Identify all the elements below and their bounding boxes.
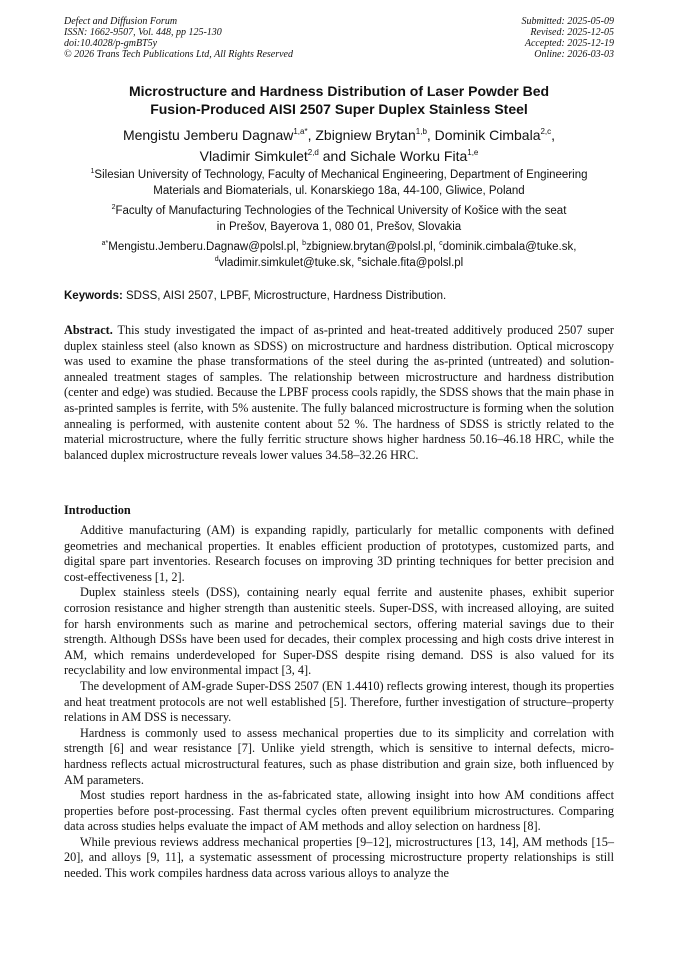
- author-name: Zbigniew Brytan: [315, 127, 416, 143]
- email-mark: b: [302, 240, 306, 247]
- author-name: Dominik Cimbala: [434, 127, 541, 143]
- author-name: Sichale Worku Fita: [350, 148, 468, 164]
- author-separator: and: [318, 148, 351, 164]
- abstract: [64, 323, 614, 463]
- email-mark: a*: [101, 240, 109, 247]
- submitted-date: Submitted: 2025-05-09: [521, 16, 614, 27]
- email-link[interactable]: Mengistu.Jemberu.Dagnaw@polsl.pl,: [108, 241, 303, 253]
- email-link[interactable]: sichale.fita@polsl.pl: [361, 257, 464, 269]
- email-link[interactable]: vladimir.simkulet@tuke.sk,: [218, 257, 358, 269]
- author-separator: ,: [551, 127, 556, 143]
- issn-line: ISSN: 1662-9507, Vol. 448, pp 125-130: [64, 27, 222, 38]
- copyright-line: © 2026 Trans Tech Publications Ltd, All Rights Reserved: [64, 49, 293, 60]
- paragraph: Additive manufacturing (AM) is expanding rapidly, particularly for metallic components with defined geometries and mechanical properties. It enables efficient production of prototypes, customized parts, and digital spare part inventories. Research focuses on improving 3D printing techniques for better precision and cost-effectiveness [1, 2].: [64, 523, 614, 584]
- affiliation-text: in Prešov, Bayerova 1, 080 01, Prešov, Slovakia: [216, 221, 462, 233]
- revised-date: Revised: 2025-12-05: [530, 27, 614, 38]
- accepted-date: Accepted: 2025-12-19: [524, 38, 614, 49]
- abstract-text: This study investigated the impact of as-printed and heat-treated additively produced 2507 super duplex stainless steel (also known as SDSS) on microstructure and hardness distribution. Optical microscopy was used to examine the phase transformations of the steel during the as-printed (untreated) and solution-annealed treatment stages of samples. The relationship between microstructure and hardness distribution (center and edge) was studied. Because the LPBF process cools rapidly, the SDSS shows that the main phase in as-printed samples is ferrite, with 5% austenite. The fully balanced microstructure is forming when the solution annealing is performed, with austenite content about 52 %. The hardness of SDSS is strictly related to the material microstructure, where the fully ferritic structure shows higher hardness 50.16–46.18 HRC, while the balanced duplex microstructure reveals lower values 34.58–32.26 HRC.: [64, 323, 614, 462]
- author-name: Vladimir Simkulet: [199, 148, 308, 164]
- affiliation-text: Materials and Biomaterials, ul. Konarskiego 18a, 44-100, Gliwice, Poland: [153, 185, 525, 197]
- paragraph: While previous reviews address mechanical properties [9–12], microstructures [13, 14], AM methods [15–20], and alloys [9, 11], a systematic assessment of processing microstructure property relationships is still needed. This work compiles hardness data across various alloys to analyze the: [64, 834, 614, 881]
- affiliation-text: Faculty of Manufacturing Technologies of the Technical University of Košice with the seat: [115, 205, 567, 217]
- title-line-2: Fusion-Produced AISI 2507 Super Duplex Stainless Steel: [150, 101, 528, 117]
- abstract-label: Abstract.: [64, 323, 113, 337]
- keywords: [64, 289, 614, 304]
- author-affiliation-mark: 1,a*: [293, 127, 308, 136]
- title-line-1: Microstructure and Hardness Distribution of Laser Powder Bed: [128, 83, 550, 99]
- paragraph: The development of AM-grade Super-DSS 2507 (EN 1.4410) reflects growing interest, though its properties and heat treatment protocols are not well established [5]. Therefore, further investigation of structure–property relations in AM DSS is necessary.: [64, 678, 614, 725]
- email-mark: e: [357, 256, 362, 263]
- email-link[interactable]: dominik.cimbala@tuke.sk,: [442, 241, 577, 253]
- affiliation-2: [64, 203, 614, 235]
- author-list: [64, 125, 614, 167]
- email-link[interactable]: zbigniew.brytan@polsl.pl,: [306, 241, 440, 253]
- doi-line: doi:10.4028/p-gmBT5y: [64, 38, 158, 49]
- author-name: Mengistu Jemberu Dagnaw: [122, 127, 294, 143]
- paragraph: Most studies report hardness in the as-fabricated state, allowing insight into how AM conditions affect properties before post-processing. Fast thermal cycles often prevent equilibrium microstructures. Comparing data across studies helps evaluate the impact of AM methods and alloy selection on hardness [8].: [64, 788, 614, 834]
- author-affiliation-mark: 2,c: [540, 127, 552, 136]
- author-separator: ,: [307, 127, 316, 143]
- keywords-label: Keywords:: [64, 290, 123, 302]
- affiliation-mark: 1: [90, 168, 95, 175]
- paragraph: Hardness is commonly used to assess mechanical properties due to its simplicity and correlation with strength [6] and wear resistance [7]. Unlike yield strength, which is sensitive to internal defects, micro-hardness reflects actual microstructural features, such as phase distribution and grain size, both influenced by AM parameters.: [64, 725, 614, 787]
- author-affiliation-mark: 1,b: [415, 127, 427, 136]
- introduction-body: [64, 523, 614, 882]
- email-mark: d: [214, 256, 219, 263]
- affiliation-mark: 2: [111, 204, 116, 211]
- article-dates: [522, 16, 615, 60]
- online-date: Online: 2026-03-03: [534, 49, 614, 60]
- paragraph: Duplex stainless steels (DSS), containing nearly equal ferrite and austenite phases, exhibit superior corrosion resistance and higher strength than austenitic steels. Super-DSS, with increased alloying, are suited for harsh environments such as marine and petrochemical sectors, offering material savings due to their strength. Although DSSs have been used for decades, their complex processing and high costs drive interest in AM, which remains underdeveloped for Super-DSS despite rising demand. DSS is also valued for its recyclability and low environmental impact [3, 4].: [64, 585, 614, 678]
- author-separator: ,: [426, 127, 435, 143]
- author-emails: [64, 239, 614, 271]
- keywords-text: SDSS, AISI 2507, LPBF, Microstructure, Hardness Distribution.: [122, 290, 447, 302]
- paper-title: [64, 82, 614, 118]
- affiliation-text: Silesian University of Technology, Faculty of Mechanical Engineering, Department of Engineering: [94, 169, 588, 181]
- journal-info: [64, 16, 293, 60]
- affiliation-1: [64, 167, 614, 199]
- author-affiliation-mark: 1,e: [467, 148, 479, 157]
- section-heading: Introduction: [64, 503, 131, 517]
- author-affiliation-mark: 2,d: [307, 148, 319, 157]
- email-mark: c: [439, 240, 443, 247]
- journal-name: Defect and Diffusion Forum: [64, 16, 178, 27]
